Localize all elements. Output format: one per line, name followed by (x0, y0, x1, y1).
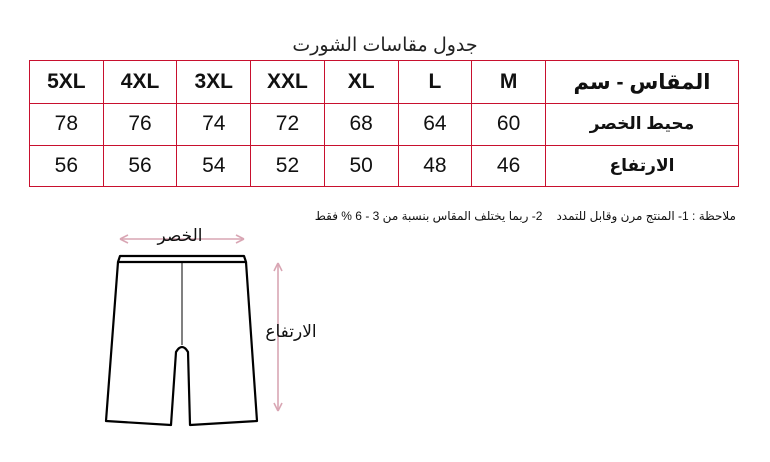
note-line-2: 2- ربما يختلف المقاس بنسبة من 3 - 6 % فقط (314, 209, 543, 223)
header-size-l: L (398, 61, 472, 104)
table-cell: 54 (177, 145, 251, 186)
table-cell: 60 (472, 104, 546, 145)
table-cell: 46 (472, 145, 546, 186)
waist-label: الخصر (157, 226, 203, 245)
table-cell: 74 (177, 104, 251, 145)
row-label-height: الارتفاع (546, 145, 739, 186)
table-cell: 50 (324, 145, 398, 186)
table-cell: 76 (103, 104, 177, 145)
table-cell: 52 (251, 145, 325, 186)
header-size-xxl: XXL (251, 61, 325, 104)
table-cell: 72 (251, 104, 325, 145)
header-size-5xl: 5XL (30, 61, 104, 104)
table-cell: 68 (324, 104, 398, 145)
row-label-waist: محيط الخصر (546, 104, 739, 145)
header-label: المقاس - سم (546, 61, 739, 104)
header-size-3xl: 3XL (177, 61, 251, 104)
shorts-outline (106, 256, 257, 425)
table-cell: 48 (398, 145, 472, 186)
height-label: الارتفاع (265, 322, 317, 341)
table-cell: 78 (30, 104, 104, 145)
header-size-4xl: 4XL (103, 61, 177, 104)
header-size-xl: XL (324, 61, 398, 104)
table-cell: 56 (103, 145, 177, 186)
table-cell: 56 (30, 145, 104, 186)
note-line-1: ملاحظة : 1- المنتج مرن وقابل للتمدد (556, 209, 736, 223)
table-cell: 64 (398, 104, 472, 145)
header-size-m: M (472, 61, 546, 104)
chart-title: جدول مقاسات الشورت (292, 35, 478, 56)
